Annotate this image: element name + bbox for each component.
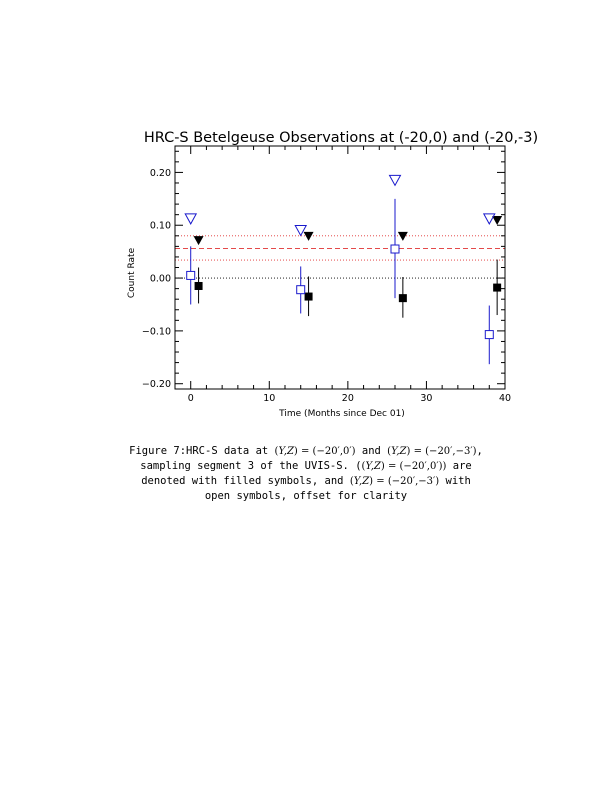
caption-line-3: denoted with filled symbols, and (Y,Z) = (−20′,−3′) with bbox=[141, 475, 471, 487]
figure-caption bbox=[120, 444, 492, 503]
y-axis-label: Count Rate bbox=[127, 247, 137, 299]
series-2 bbox=[187, 199, 494, 364]
coord-label: Y,Z bbox=[278, 446, 294, 457]
data-point bbox=[305, 293, 313, 301]
x-tick-label: 30 bbox=[420, 393, 433, 404]
x-tick-label: 40 bbox=[498, 393, 512, 404]
data-point bbox=[398, 232, 408, 241]
data-point bbox=[195, 282, 203, 290]
data-point bbox=[493, 284, 501, 292]
data-point bbox=[485, 331, 493, 339]
data-series bbox=[185, 175, 502, 364]
x-tick-label: 0 bbox=[187, 393, 194, 404]
y-tick-label: 0.00 bbox=[149, 273, 171, 285]
data-point bbox=[484, 214, 495, 224]
data-point bbox=[399, 294, 407, 302]
caption-line-2: sampling segment 3 of the UVIS-S. ((Y,Z) = (−20′,0′)) are bbox=[140, 460, 472, 472]
data-point bbox=[185, 214, 196, 224]
data-point bbox=[194, 236, 204, 245]
caption-line-1: Figure 7:HRC-S data at (Y,Z) = (−20′,0′) and (Y,Z) = (−20′,−3′), bbox=[129, 445, 483, 457]
data-point bbox=[187, 271, 195, 279]
caption-line-4: open symbols, offset for clarity bbox=[204, 490, 408, 502]
x-axis-label: Time (Months since Dec 01) bbox=[279, 409, 405, 419]
data-point bbox=[391, 245, 399, 253]
series-3 bbox=[194, 216, 503, 245]
series-1 bbox=[195, 260, 502, 318]
axes bbox=[142, 146, 511, 404]
y-tick-label: −0.10 bbox=[141, 326, 171, 338]
data-point bbox=[304, 232, 314, 241]
data-point bbox=[492, 216, 502, 225]
data-point bbox=[390, 175, 401, 185]
y-tick-label: 0.20 bbox=[149, 167, 171, 179]
plot-frame bbox=[175, 146, 505, 389]
data-point bbox=[297, 286, 305, 294]
x-tick-label: 10 bbox=[263, 393, 276, 404]
reference-lines bbox=[175, 236, 505, 278]
data-point bbox=[295, 226, 306, 236]
x-tick-label: 20 bbox=[341, 393, 354, 404]
y-tick-label: 0.10 bbox=[149, 220, 171, 232]
series-4 bbox=[185, 175, 495, 235]
chart-title: HRC-S Betelgeuse Observations at (-20,0) and (-20,-3) bbox=[143, 130, 539, 146]
y-tick-label: −0.20 bbox=[141, 379, 171, 391]
